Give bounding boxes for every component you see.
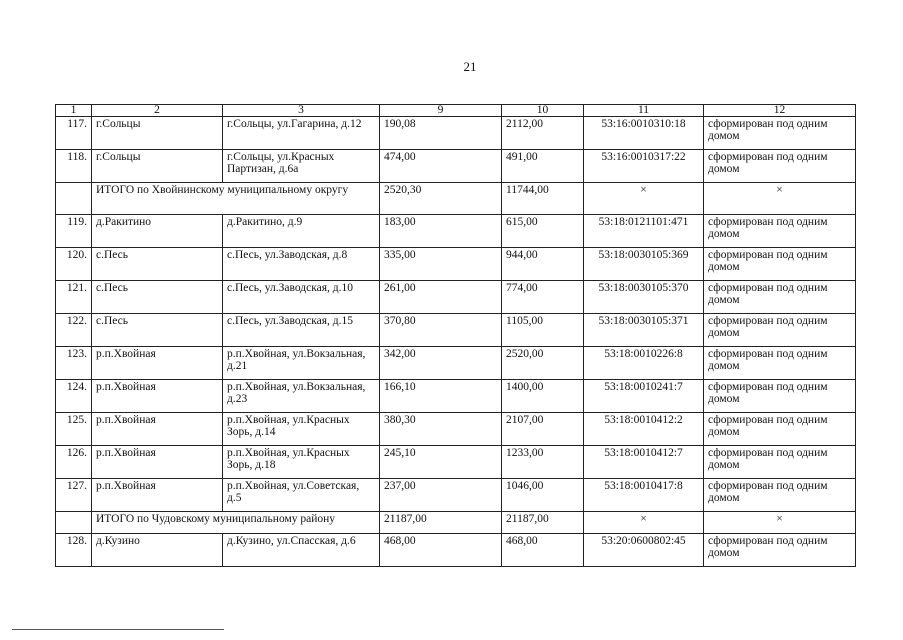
address-cell: с.Песь, ул.Заводская, д.8 bbox=[223, 248, 380, 281]
value-cell: 1233,00 bbox=[502, 446, 584, 479]
status-cell: сформирован под одним домом bbox=[704, 413, 856, 446]
address-cell: с.Песь, ул.Заводская, д.10 bbox=[223, 281, 380, 314]
cross-mark: × bbox=[704, 183, 856, 215]
area-cell: 370,80 bbox=[380, 314, 502, 347]
area-cell: 237,00 bbox=[380, 479, 502, 512]
cadastral-number-cell: 53:18:0010412:7 bbox=[584, 446, 704, 479]
cadastral-number-cell: 53:18:0010412:2 bbox=[584, 413, 704, 446]
area-cell: 261,00 bbox=[380, 281, 502, 314]
area-cell: 2520,30 bbox=[380, 183, 502, 215]
address-cell: р.п.Хвойная, ул.Вокзальная, д.23 bbox=[223, 380, 380, 413]
value-cell: 2112,00 bbox=[502, 117, 584, 150]
value-cell: 2107,00 bbox=[502, 413, 584, 446]
row-number: 126. bbox=[56, 446, 92, 479]
row-number: 120. bbox=[56, 248, 92, 281]
table-row bbox=[56, 479, 856, 512]
value-cell: 11744,00 bbox=[502, 183, 584, 215]
status-cell: сформирован под одним домом bbox=[704, 479, 856, 512]
locality-cell: г.Сольцы bbox=[92, 150, 223, 183]
locality-cell: р.п.Хвойная bbox=[92, 446, 223, 479]
status-cell: сформирован под одним домом bbox=[704, 117, 856, 150]
table-row bbox=[56, 281, 856, 314]
header-cell: 11 bbox=[584, 105, 704, 117]
area-cell: 21187,00 bbox=[380, 512, 502, 534]
area-cell: 474,00 bbox=[380, 150, 502, 183]
row-number: 118. bbox=[56, 150, 92, 183]
status-cell: сформирован под одним домом bbox=[704, 281, 856, 314]
locality-cell: р.п.Хвойная bbox=[92, 479, 223, 512]
area-cell: 245,10 bbox=[380, 446, 502, 479]
value-cell: 944,00 bbox=[502, 248, 584, 281]
locality-cell: р.п.Хвойная bbox=[92, 413, 223, 446]
address-cell: р.п.Хвойная, ул.Красных Зорь, д.18 bbox=[223, 446, 380, 479]
address-cell: г.Сольцы, ул.Гагарина, д.12 bbox=[223, 117, 380, 150]
value-cell: 2520,00 bbox=[502, 347, 584, 380]
row-number: 122. bbox=[56, 314, 92, 347]
value-cell: 1046,00 bbox=[502, 479, 584, 512]
status-cell: сформирован под одним домом bbox=[704, 150, 856, 183]
locality-cell: р.п.Хвойная bbox=[92, 380, 223, 413]
footnote-separator-line bbox=[12, 629, 224, 630]
table-row bbox=[56, 215, 856, 248]
row-number: 124. bbox=[56, 380, 92, 413]
table-row bbox=[56, 413, 856, 446]
cadastral-number-cell: 53:18:0010226:8 bbox=[584, 347, 704, 380]
header-cell: 2 bbox=[92, 105, 223, 117]
row-number: 128. bbox=[56, 534, 92, 567]
cross-mark: × bbox=[704, 512, 856, 534]
cadastral-number-cell: 53:18:0121101:471 bbox=[584, 215, 704, 248]
locality-cell: г.Сольцы bbox=[92, 117, 223, 150]
page-number: 21 bbox=[463, 59, 477, 74]
status-cell: сформирован под одним домом bbox=[704, 314, 856, 347]
cross-mark: × bbox=[584, 183, 704, 215]
cadastral-number-cell: 53:18:0030105:369 bbox=[584, 248, 704, 281]
total-row bbox=[56, 512, 856, 534]
area-cell: 335,00 bbox=[380, 248, 502, 281]
area-cell: 190,08 bbox=[380, 117, 502, 150]
locality-cell: д.Кузино bbox=[92, 534, 223, 567]
value-cell: 21187,00 bbox=[502, 512, 584, 534]
status-cell: сформирован под одним домом bbox=[704, 347, 856, 380]
header-cell: 9 bbox=[380, 105, 502, 117]
locality-cell: с.Песь bbox=[92, 314, 223, 347]
status-cell: сформирован под одним домом bbox=[704, 215, 856, 248]
cadastral-number-cell: 53:18:0030105:371 bbox=[584, 314, 704, 347]
row-number: 121. bbox=[56, 281, 92, 314]
header-cell: 12 bbox=[704, 105, 856, 117]
status-cell: сформирован под одним домом bbox=[704, 534, 856, 567]
cadastral-number-cell: 53:18:0030105:370 bbox=[584, 281, 704, 314]
value-cell: 468,00 bbox=[502, 534, 584, 567]
header-cell: 3 bbox=[223, 105, 380, 117]
locality-cell: р.п.Хвойная bbox=[92, 347, 223, 380]
area-cell: 380,30 bbox=[380, 413, 502, 446]
row-number: 119. bbox=[56, 215, 92, 248]
cadastral-number-cell: 53:18:0010241:7 bbox=[584, 380, 704, 413]
cadastral-number-cell: 53:20:0600802:45 bbox=[584, 534, 704, 567]
address-cell: г.Сольцы, ул.Красных Партизан, д.6а bbox=[223, 150, 380, 183]
table-row bbox=[56, 117, 856, 150]
table-row bbox=[56, 380, 856, 413]
row-number: 125. bbox=[56, 413, 92, 446]
value-cell: 615,00 bbox=[502, 215, 584, 248]
status-cell: сформирован под одним домом bbox=[704, 380, 856, 413]
total-label: ИТОГО по Хвойнинскому муниципальному округу bbox=[92, 183, 380, 215]
address-cell: с.Песь, ул.Заводская, д.15 bbox=[223, 314, 380, 347]
table-row bbox=[56, 534, 856, 567]
table-row bbox=[56, 150, 856, 183]
total-empty-cell bbox=[56, 512, 92, 534]
total-empty-cell bbox=[56, 183, 92, 215]
table-row bbox=[56, 314, 856, 347]
address-cell: р.п.Хвойная, ул.Красных Зорь, д.14 bbox=[223, 413, 380, 446]
status-cell: сформирован под одним домом bbox=[704, 446, 856, 479]
table-row bbox=[56, 446, 856, 479]
area-cell: 468,00 bbox=[380, 534, 502, 567]
header-cell: 10 bbox=[502, 105, 584, 117]
header-cell: 1 bbox=[56, 105, 92, 117]
address-cell: д.Кузино, ул.Спасская, д.6 bbox=[223, 534, 380, 567]
row-number: 117. bbox=[56, 117, 92, 150]
area-cell: 166,10 bbox=[380, 380, 502, 413]
address-cell: р.п.Хвойная, ул.Советская, д.5 bbox=[223, 479, 380, 512]
address-cell: д.Ракитино, д.9 bbox=[223, 215, 380, 248]
total-label: ИТОГО по Чудовскому муниципальному району bbox=[92, 512, 380, 534]
address-cell: р.п.Хвойная, ул.Вокзальная, д.21 bbox=[223, 347, 380, 380]
column-number-header-row bbox=[56, 105, 856, 117]
value-cell: 1105,00 bbox=[502, 314, 584, 347]
value-cell: 774,00 bbox=[502, 281, 584, 314]
row-number: 123. bbox=[56, 347, 92, 380]
value-cell: 1400,00 bbox=[502, 380, 584, 413]
table-row bbox=[56, 248, 856, 281]
area-cell: 342,00 bbox=[380, 347, 502, 380]
total-row bbox=[56, 183, 856, 215]
value-cell: 491,00 bbox=[502, 150, 584, 183]
cadastral-number-cell: 53:18:0010417:8 bbox=[584, 479, 704, 512]
cross-mark: × bbox=[584, 512, 704, 534]
locality-cell: с.Песь bbox=[92, 281, 223, 314]
table-row bbox=[56, 347, 856, 380]
land-plots-table bbox=[55, 104, 856, 567]
row-number: 127. bbox=[56, 479, 92, 512]
cadastral-number-cell: 53:16:0010310:18 bbox=[584, 117, 704, 150]
cadastral-number-cell: 53:16:0010317:22 bbox=[584, 150, 704, 183]
status-cell: сформирован под одним домом bbox=[704, 248, 856, 281]
area-cell: 183,00 bbox=[380, 215, 502, 248]
locality-cell: с.Песь bbox=[92, 248, 223, 281]
locality-cell: д.Ракитино bbox=[92, 215, 223, 248]
